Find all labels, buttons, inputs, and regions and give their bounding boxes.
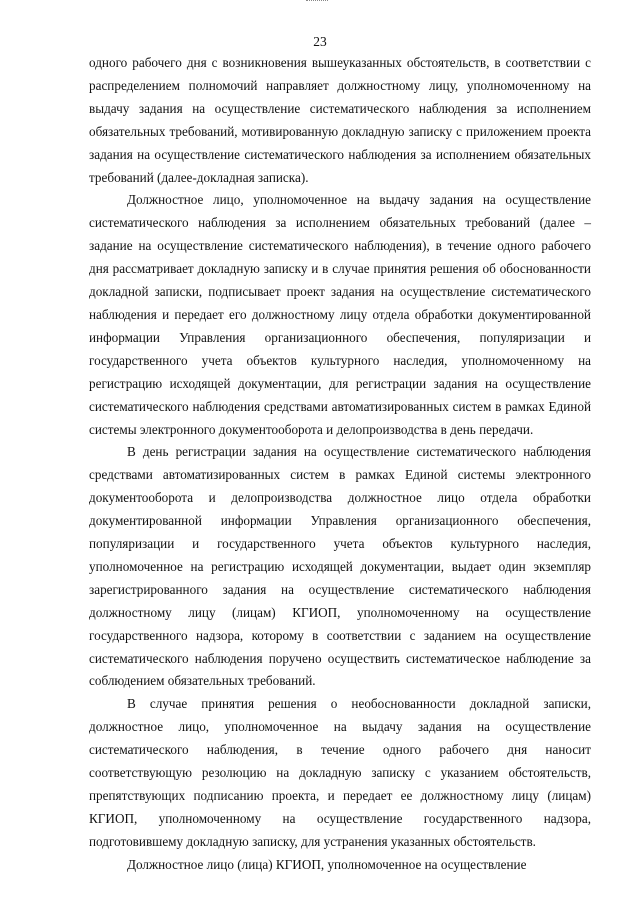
paragraph-assignment-review: Должностное лицо, уполномоченное на выдачу задания на осуществление систематического наблюдения за исполнением обязательных требований (далее – задание на осуществление систематического наблюдения), в течение одного рабочего дня рассматривает докладную записку и в случае принятия решения об обоснованности докладной записки, подписывает проект задания на осуществление систематического наблюдения и передает его должностному лицу отдела обработки документированной информации Управления организационного обеспечения, популяризации и государственного учета объектов культурного наследия, уполномоченному на регистрацию исходящей документации, для регистрации задания на осуществление систематического наблюдения средствами автоматизированных систем в рамках Единой системы электронного документооборота и делопроизводства в день передачи. bbox=[89, 192, 591, 437]
scan-artifact-mark bbox=[306, 0, 328, 5]
paragraph-unfounded-report: В случае принятия решения о необоснованности докладной записки, должностное лицо, уполномоченное на выдачу задания на осуществление систематического наблюдения, в течение одного рабочего дня наносит соответствующую резолюцию на докладную записку с указанием обстоятельств, препятствующих подписанию проекта, и передает ее должностному лицу (лицам) КГИОП, уполномоченному на осуществление государственного надзора, подготовившему докладную записку, для устранения указанных обстоятельств. bbox=[89, 696, 591, 849]
paragraph-continued: одного рабочего дня с возникновения вышеуказанных обстоятельств, в соответствии с распределением полномочий направляет должностному лицу, уполномоченному на выдачу задания на осуществление систематического наблюдения за исполнением обязательных требований, мотивированную докладную записку с приложением проекта задания на осуществление систематического наблюдения за исполнением обязательных требований (далее-докладная записка). bbox=[89, 55, 591, 185]
paragraph-official-kgiop: Должностное лицо (лица) КГИОП, уполномоченное на осуществление bbox=[127, 856, 527, 872]
paragraph-assignment-registration: В день регистрации задания на осуществление систематического наблюдения средствами автоматизированных систем в рамках Единой системы электронного документооборота и делопроизводства должностное лицо отдела обработки документированной информации Управления организационного обеспечения, популяризации и государственного учета объектов культурного наследия, уполномоченное на регистрацию исходящей документации, выдает один экземпляр зарегистрированного задания на осуществление систематического наблюдения должностному лицу (лицам) КГИОП, уполномоченному на осуществление государственного надзора, которому в соответствии с заданием на осуществление систематического наблюдения поручено осуществить систематическое наблюдение за соблюдением обязательных требований. bbox=[89, 444, 591, 689]
page-number: 23 bbox=[313, 34, 327, 49]
document-body bbox=[89, 52, 591, 877]
